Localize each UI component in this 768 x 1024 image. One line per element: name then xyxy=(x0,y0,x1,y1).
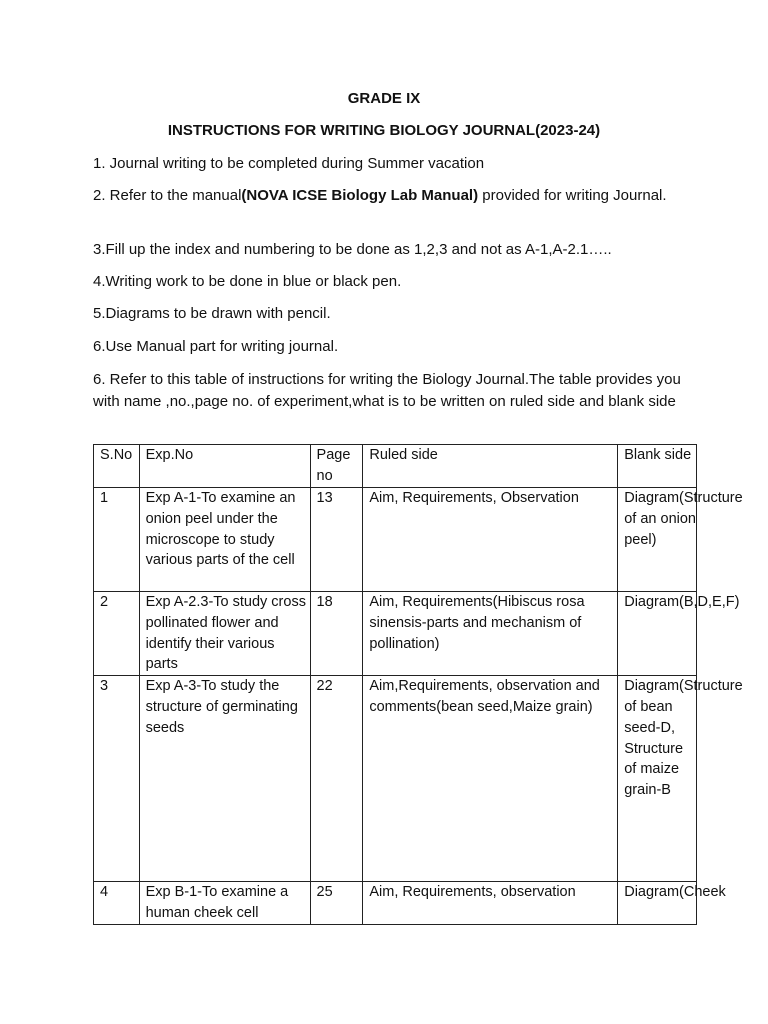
instruction-2-post: provided for writing Journal. xyxy=(478,187,667,204)
cell-sno: 2 xyxy=(94,592,140,676)
instruction-6: 6.Use Manual part for writing journal. xyxy=(93,338,339,355)
instruction-4: 4.Writing work to be done in blue or black pen. xyxy=(93,273,402,290)
table-header-row xyxy=(94,445,697,488)
cell-page: 22 xyxy=(310,676,363,882)
cell-ruled: Aim, Requirements, observation xyxy=(363,882,618,925)
instruction-2-manual: (NOVA ICSE Biology Lab Manual) xyxy=(241,187,479,204)
instruction-7: 6. Refer to this table of instructions for writing the Biology Journal.The table provides you with name ,no.,page no. of experiment,what is to be written on ruled side and blank side xyxy=(93,371,681,410)
cell-blank: Diagram(Structure of an onion peel) xyxy=(618,488,697,592)
cell-blank: Diagram(Cheek xyxy=(618,882,697,925)
cell-ruled: Aim, Requirements, Observation xyxy=(363,488,618,592)
cell-blank: Diagram(B,D,E,F) xyxy=(618,592,697,676)
instruction-5: 5.Diagrams to be drawn with pencil. xyxy=(93,305,331,322)
header-exp-no: Exp.No xyxy=(139,445,310,488)
instruction-1: 1. Journal writing to be completed during Summer vacation xyxy=(93,155,485,172)
cell-exp: Exp B-1-To examine a human cheek cell xyxy=(139,882,310,925)
document-title: INSTRUCTIONS FOR WRITING BIOLOGY JOURNAL(2023-24) xyxy=(167,122,601,139)
cell-sno: 3 xyxy=(94,676,140,882)
instruction-2-pre: 2. Refer to the manual xyxy=(93,187,242,204)
instruction-2 xyxy=(93,185,693,207)
cell-page: 13 xyxy=(310,488,363,592)
cell-ruled: Aim,Requirements, observation and comments(bean seed,Maize grain) xyxy=(363,676,618,882)
header-ruled-side: Ruled side xyxy=(363,445,618,488)
experiments-table xyxy=(93,444,743,925)
header-sno: S.No xyxy=(94,445,140,488)
header-page-no: Page no xyxy=(310,445,363,488)
cell-blank: Diagram(Structure of bean seed-D, Structure of maize grain-B xyxy=(618,676,697,882)
cell-page: 25 xyxy=(310,882,363,925)
cell-sno: 1 xyxy=(94,488,140,592)
cell-exp: Exp A-1-To examine an onion peel under the microscope to study various parts of the cell xyxy=(139,488,310,592)
header-blank-side: Blank side xyxy=(618,445,697,488)
table-row xyxy=(94,882,697,925)
cell-exp: Exp A-3-To study the structure of germinating seeds xyxy=(139,676,310,882)
cell-ruled: Aim, Requirements(Hibiscus rosa sinensis-parts and mechanism of pollination) xyxy=(363,592,618,676)
instruction-3: 3.Fill up the index and numbering to be done as 1,2,3 and not as A-1,A-2.1….. xyxy=(93,241,612,258)
table-row xyxy=(94,676,697,882)
cell-page: 18 xyxy=(310,592,363,676)
cell-exp: Exp A-2.3-To study cross pollinated flower and identify their various parts xyxy=(139,592,310,676)
grade-heading: GRADE IX xyxy=(347,90,421,107)
cell-sno: 4 xyxy=(94,882,140,925)
table-row xyxy=(94,592,697,676)
table-row xyxy=(94,488,697,592)
